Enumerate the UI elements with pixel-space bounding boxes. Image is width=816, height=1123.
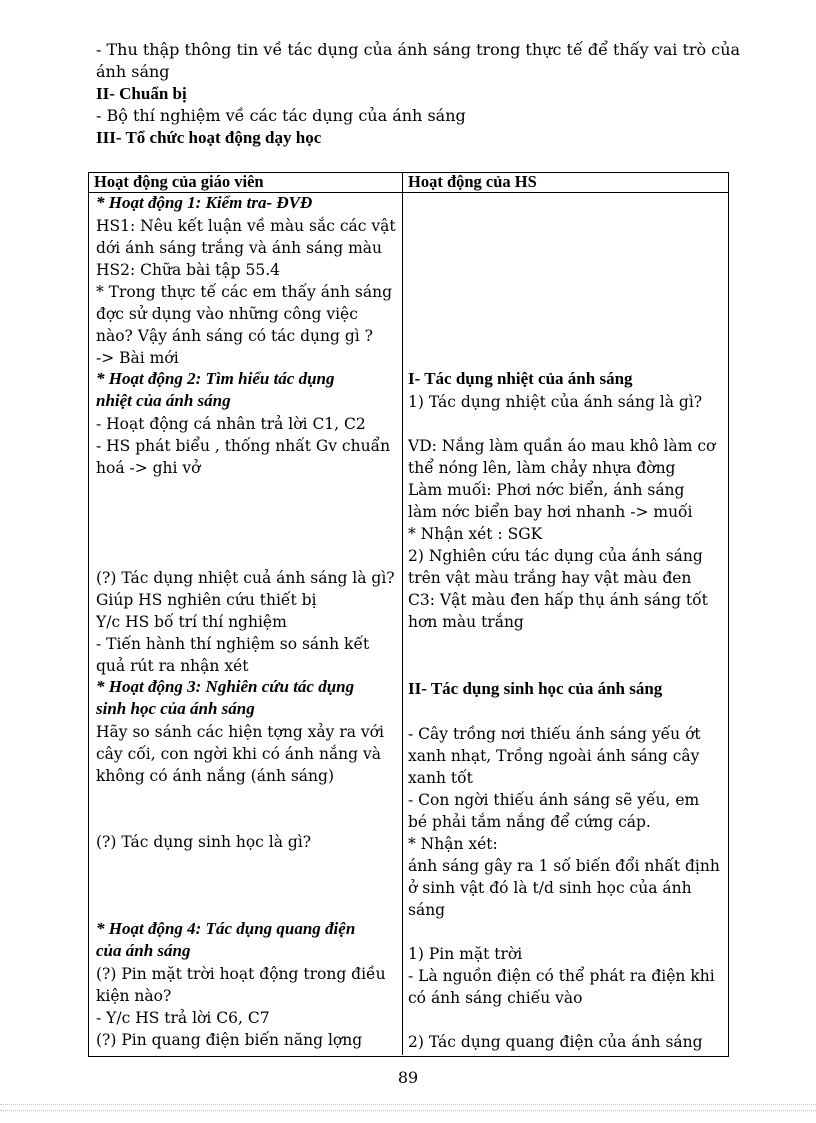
student-line: hơn màu trắng <box>408 613 524 631</box>
section-heading-preparation: II- Chuẩn bị <box>96 84 187 103</box>
teacher-line: * Hoạt động 4: Tác dụng quang điện <box>96 919 356 938</box>
student-line: II- Tác dụng sinh học của ánh sáng <box>408 679 663 698</box>
student-line: 1) Pin mặt trời <box>408 945 523 963</box>
teacher-line: * Hoạt động 2: Tìm hiểu tác dụng <box>96 369 335 388</box>
teacher-line: -> Bài mới <box>96 349 179 367</box>
objective-line: - Thu thập thông tin về tác dụng của ánh sáng trong thực tế để thấy vai trò của <box>96 40 741 59</box>
student-line: - Là nguồn điện có thể phát ra điện khi <box>408 967 715 985</box>
student-line: * Nhận xét : SGK <box>408 525 543 543</box>
teacher-line: (?) Pin mặt trời hoạt động trong điều <box>96 965 386 983</box>
teacher-line: nào? Vậy ánh sáng có tác dụng gì ? <box>96 327 373 345</box>
teacher-line: quả rút ra nhận xét <box>96 657 249 675</box>
teacher-line: - Hoạt động cá nhân trả lời C1, C2 <box>96 415 366 433</box>
student-line: xanh tốt <box>408 769 473 787</box>
teacher-line: - Y/c HS trả lời C6, C7 <box>96 1009 270 1027</box>
teacher-line: Y/c HS bố trí thí nghiệm <box>96 613 287 631</box>
teacher-line: cây cối, con ngời khi có ánh nắng và <box>96 745 382 763</box>
student-line: - Cây trồng nơi thiếu ánh sáng yếu ớt <box>408 725 701 743</box>
student-line: - Con ngời thiếu ánh sáng sẽ yếu, em <box>408 791 700 809</box>
teacher-line: dới ánh sáng trắng và ánh sáng màu <box>96 239 383 257</box>
student-line: làm nớc biển bay hơi nhanh -> muối <box>408 503 693 521</box>
teacher-line: - Tiến hành thí nghiệm so sánh kết <box>96 635 370 653</box>
student-line: ánh sáng gây ra 1 số biến đổi nhất định <box>408 857 720 875</box>
student-line: xanh nhạt, Trồng ngoài ánh sáng cây <box>408 747 700 765</box>
student-line: sáng <box>408 901 446 919</box>
student-line: có ánh sáng chiếu vào <box>408 989 583 1007</box>
teacher-line: Hãy so sánh các hiện tợng xảy ra với <box>96 723 384 741</box>
teacher-line: kiện nào? <box>96 987 172 1005</box>
teacher-line: hoá -> ghi vở <box>96 459 201 477</box>
student-line: bé phải tắm nắng để cứng cáp. <box>408 813 651 831</box>
student-line: * Nhận xét: <box>408 835 498 853</box>
objective-line-continued: ánh sáng <box>96 62 170 81</box>
teacher-line: (?) Tác dụng nhiệt cuả ánh sáng là gì? <box>96 569 395 587</box>
student-line: Làm muối: Phơi nớc biển, ánh sáng <box>408 481 685 499</box>
teacher-line: Giúp HS nghiên cứu thiết bị <box>96 591 317 609</box>
teacher-line: đợc sử dụng vào những công việc <box>96 305 358 323</box>
student-line: ở sinh vật đó là t/d sinh học của ánh <box>408 879 692 897</box>
table-column-divider <box>402 172 403 1055</box>
teacher-line: * Hoạt động 3: Nghiên cứu tác dụng <box>96 677 355 696</box>
teacher-line: (?) Pin quang điện biến năng lợng <box>96 1031 363 1049</box>
student-line: 1) Tác dụng nhiệt của ánh sáng là gì? <box>408 393 703 411</box>
student-line: VD: Nắng làm quần áo mau khô làm cơ <box>408 437 716 455</box>
student-line: C3: Vật màu đen hấp thụ ánh sáng tốt <box>408 591 708 609</box>
student-line: trên vật màu trắng hay vật màu đen <box>408 569 692 587</box>
section-heading-activities: III- Tổ chức hoạt động dạy học <box>96 128 322 147</box>
header-student-activities: Hoạt động của HS <box>408 172 537 191</box>
teacher-line: của ánh sáng <box>96 941 191 960</box>
page-number: 89 <box>397 1068 419 1087</box>
teacher-line: HS2: Chữa bài tập 55.4 <box>96 261 281 279</box>
teacher-line: không có ánh nắng (ánh sáng) <box>96 767 334 785</box>
preparation-item: - Bộ thí nghiệm về các tác dụng của ánh sáng <box>96 106 466 125</box>
teacher-line: HS1: Nêu kết luận về màu sắc các vật <box>96 217 396 235</box>
footer-dotted-rule <box>0 1104 816 1105</box>
teacher-line: (?) Tác dụng sinh học là gì? <box>96 833 312 851</box>
footer-dotted-rule <box>0 1110 816 1111</box>
teacher-line: - HS phát biểu , thống nhất Gv chuẩn <box>96 437 391 455</box>
student-line: 2) Nghiên cứu tác dụng của ánh sáng <box>408 547 703 565</box>
student-line: I- Tác dụng nhiệt của ánh sáng <box>408 369 633 388</box>
teacher-line: sinh học của ánh sáng <box>96 699 255 718</box>
student-line: thể nóng lên, làm chảy nhựa đờng <box>408 459 676 477</box>
teacher-line: nhiệt của ánh sáng <box>96 391 231 410</box>
teacher-line: * Hoạt động 1: Kiểm tra- ĐVĐ <box>96 193 313 212</box>
header-teacher-activities: Hoạt động của giáo viên <box>94 172 264 191</box>
teacher-line: * Trong thực tế các em thấy ánh sáng <box>96 283 393 301</box>
student-line: 2) Tác dụng quang điện của ánh sáng <box>408 1033 703 1051</box>
